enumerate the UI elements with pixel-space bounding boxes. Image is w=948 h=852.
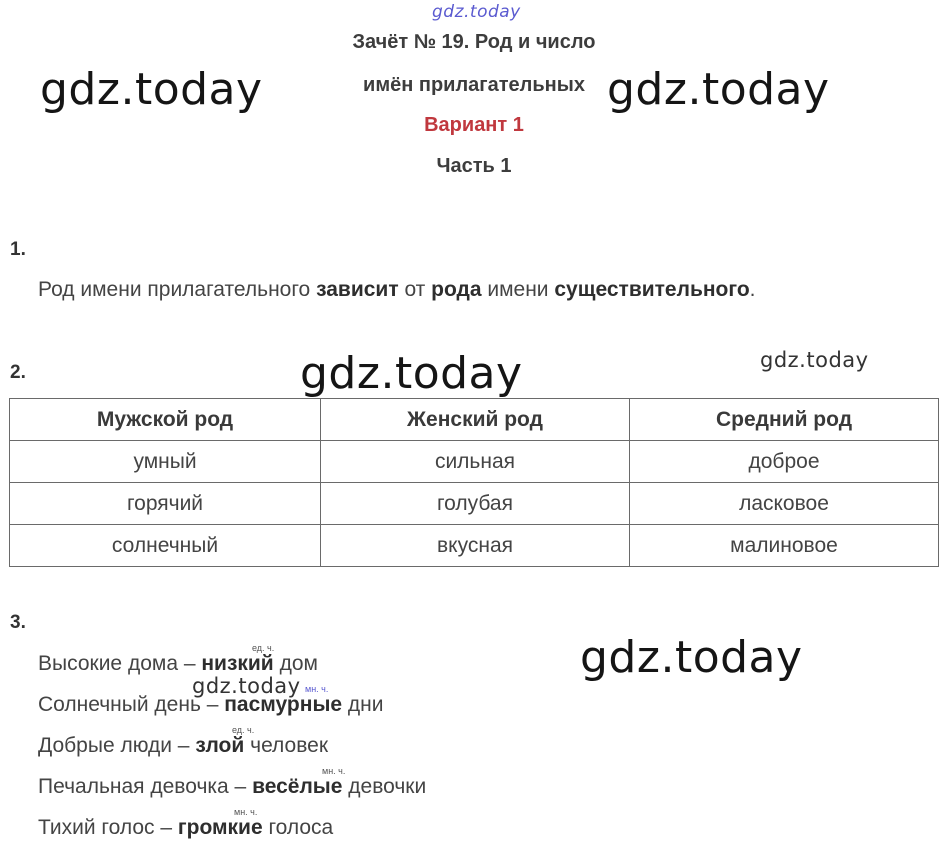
- task2-number: 2.: [10, 362, 26, 383]
- number-note: мн. ч.: [234, 807, 258, 817]
- watermark-mid-small: gdz.today: [760, 348, 869, 372]
- header-masculine: Мужской род: [10, 399, 321, 441]
- table-cell: малиновое: [630, 525, 939, 567]
- list-item: [38, 734, 328, 758]
- answer-word: злой: [195, 734, 245, 757]
- answer-word: громкие: [177, 816, 263, 839]
- watermark-top: gdz.today: [432, 2, 521, 22]
- watermark-large-left: gdz.today: [40, 64, 263, 115]
- table-cell: вкусная: [321, 525, 630, 567]
- phrase: Тихий голос –: [38, 816, 178, 839]
- task1-b1: зависит: [316, 278, 399, 301]
- answer-word: пасмурные: [224, 693, 343, 716]
- watermark-mid-large: gdz.today: [300, 348, 523, 399]
- table-cell: солнечный: [10, 525, 321, 567]
- header-neuter: Средний род: [630, 399, 939, 441]
- table-header-row: [10, 399, 939, 441]
- number-note: мн. ч.: [305, 684, 329, 694]
- variant-label: Вариант 1: [424, 114, 524, 136]
- task1-b2: рода: [431, 278, 482, 301]
- list-item: [38, 693, 383, 717]
- watermark-bottom-large: gdz.today: [580, 632, 803, 683]
- answer-word: весёлые: [252, 775, 343, 798]
- table-row: [10, 483, 939, 525]
- answer-word: низкий: [201, 652, 274, 675]
- phrase: Печальная девочка –: [38, 775, 253, 798]
- phrase: Солнечный день –: [38, 693, 225, 716]
- noun: дом: [273, 652, 318, 675]
- phrase: Высокие дома –: [38, 652, 202, 675]
- noun: человек: [244, 734, 329, 757]
- table-row: [10, 525, 939, 567]
- table-cell: голубая: [321, 483, 630, 525]
- title-line2: имён прилагательных: [363, 74, 585, 96]
- header-feminine: Женский род: [321, 399, 630, 441]
- list-item: [38, 775, 426, 799]
- task1-text: [38, 278, 756, 302]
- number-note: мн. ч.: [322, 766, 346, 776]
- gender-table: [9, 398, 939, 567]
- part-label: Часть 1: [436, 155, 512, 177]
- task1-number: 1.: [10, 239, 26, 260]
- noun: дни: [342, 693, 384, 716]
- table-cell: умный: [10, 441, 321, 483]
- watermark-bottom-small: gdz.today: [192, 674, 301, 698]
- number-note: ед. ч.: [252, 643, 275, 653]
- title-line1: Зачёт № 19. Род и число: [352, 31, 596, 53]
- noun: девочки: [342, 775, 427, 798]
- task3-number: 3.: [10, 612, 26, 633]
- task1-t3: имени: [481, 278, 555, 301]
- task1-t2: от: [398, 278, 432, 301]
- task1-b3: существительного: [554, 278, 750, 301]
- table-cell: сильная: [321, 441, 630, 483]
- list-item: [38, 816, 333, 840]
- table-row: [10, 441, 939, 483]
- noun: голоса: [262, 816, 334, 839]
- phrase: Добрые люди –: [38, 734, 196, 757]
- table-cell: горячий: [10, 483, 321, 525]
- watermark-large-right: gdz.today: [607, 64, 830, 115]
- table-cell: доброе: [630, 441, 939, 483]
- task1-t4: .: [749, 278, 756, 301]
- task1-t1: Род имени прилагательного: [38, 278, 317, 301]
- number-note: ед. ч.: [232, 725, 255, 735]
- list-item: [38, 652, 318, 676]
- table-cell: ласковое: [630, 483, 939, 525]
